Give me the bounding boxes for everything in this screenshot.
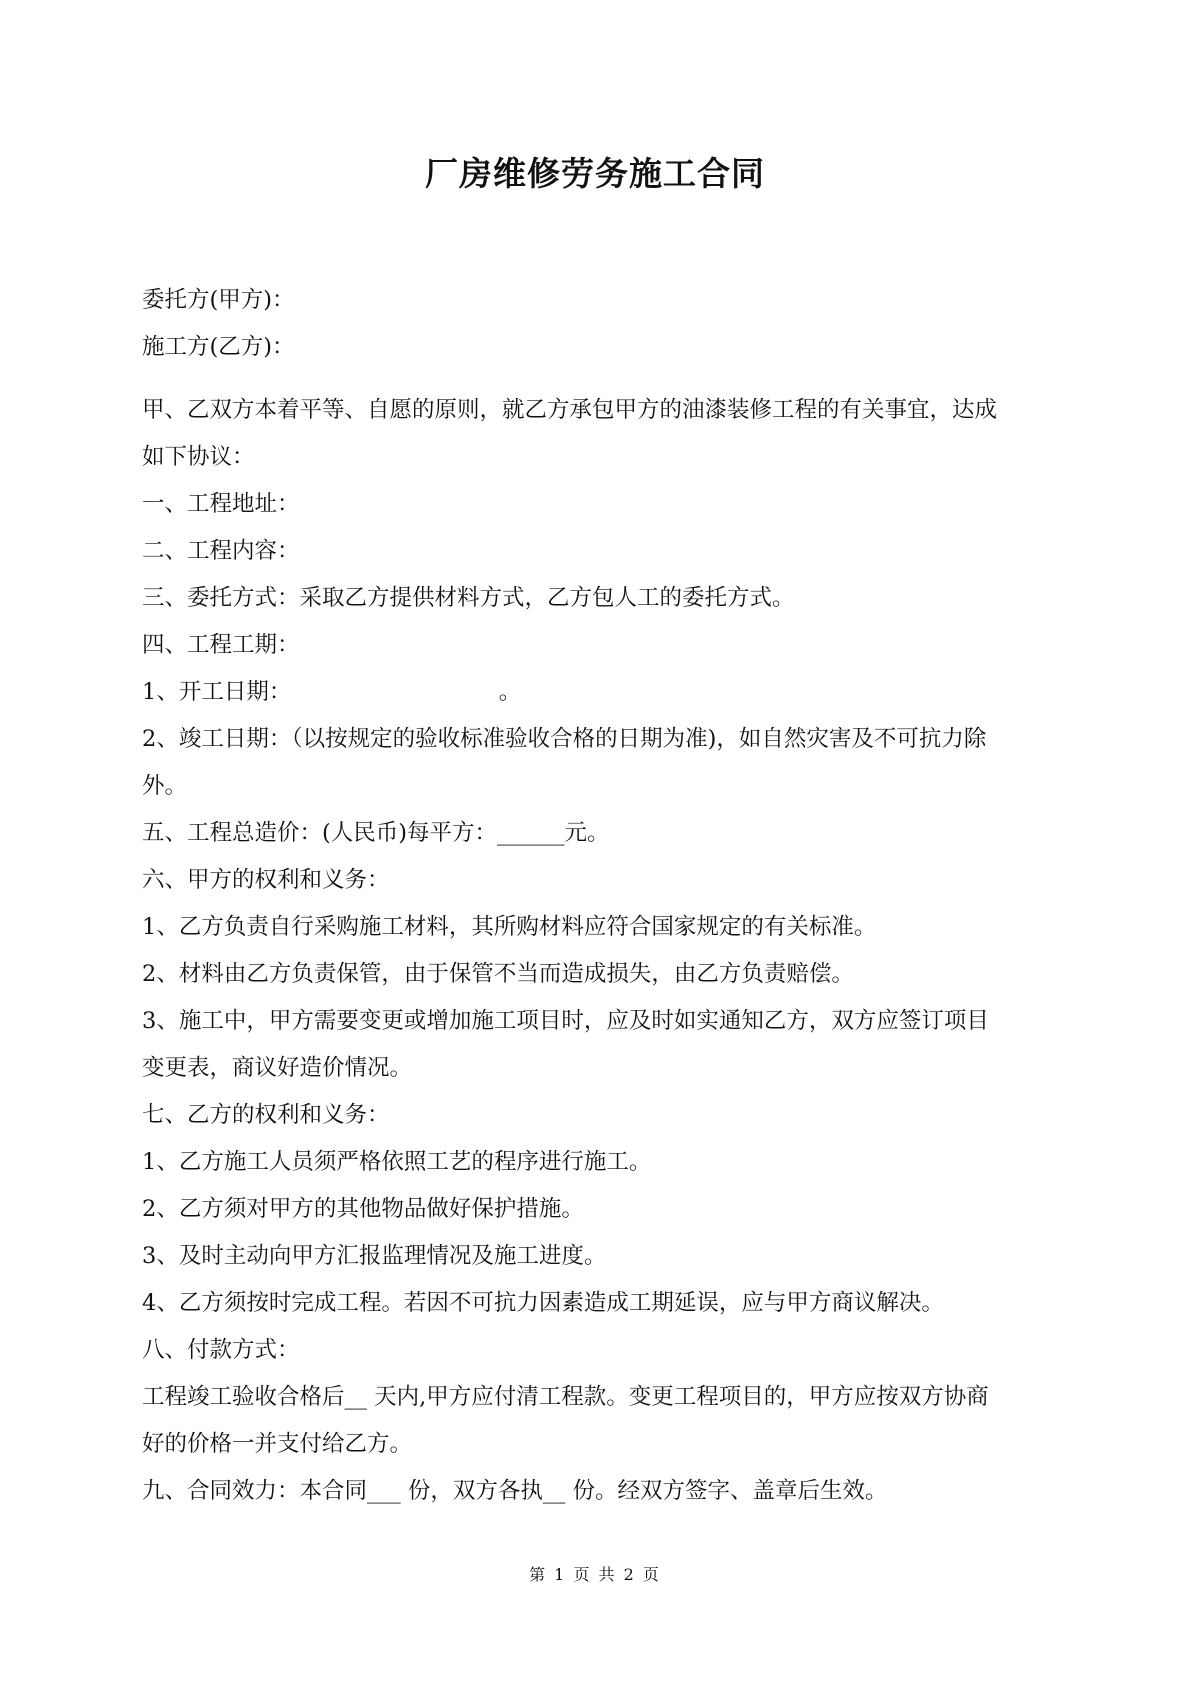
paragraph-line: 1、乙方负责自行采购施工材料，其所购材料应符合国家规定的有关标准。 <box>142 914 877 940</box>
section-heading: 五、工程总造价：(人民币)每平方：______元。 <box>142 820 610 846</box>
paragraph-line: 1、开工日期： 。 <box>142 679 522 705</box>
section-heading: 六、甲方的权利和义务： <box>142 867 390 893</box>
party-b-line: 施工方(乙方)： <box>142 334 295 360</box>
paragraph-line: 2、竣工日期：（以按规定的验收标准验收合格的日期为准)，如自然灾害及不可抗力除 <box>142 726 987 752</box>
section-heading: 二、工程内容： <box>142 538 300 564</box>
section-heading: 九、合同效力：本合同___ 份，双方各执__ 份。经双方签字、盖章后生效。 <box>142 1478 888 1504</box>
contract-body <box>142 387 1060 1515</box>
paragraph-line: 4、乙方须按时完成工程。若因不可抗力因素造成工期延误，应与甲方商议解决。 <box>142 1290 944 1316</box>
paragraph-line: 3、施工中，甲方需要变更或增加施工项目时，应及时如实通知乙方，双方应签订项目 <box>142 1008 989 1034</box>
paragraph-line: 甲、乙双方本着平等、自愿的原则，就乙方承包甲方的油漆装修工程的有关事宜，达成 <box>142 397 998 423</box>
party-a-line: 委托方(甲方)： <box>142 287 295 313</box>
paragraph-line: 1、乙方施工人员须严格依照工艺的程序进行施工。 <box>142 1149 652 1175</box>
paragraph-line: 好的价格一并支付给乙方。 <box>142 1431 413 1457</box>
paragraph-line: 外。 <box>142 773 188 799</box>
section-heading: 三、委托方式：采取乙方提供材料方式，乙方包人工的委托方式。 <box>142 585 795 611</box>
paragraph-line: 3、及时主动向甲方汇报监理情况及施工进度。 <box>142 1243 607 1269</box>
paragraph-line: 变更表，商议好造价情况。 <box>142 1055 413 1081</box>
paragraph-line: 2、乙方须对甲方的其他物品做好保护措施。 <box>142 1196 584 1222</box>
paragraph-line: 2、材料由乙方负责保管，由于保管不当而造成损失，由乙方负责赔偿。 <box>142 961 854 987</box>
page-footer: 第 1 页 共 2 页 <box>529 1565 661 1584</box>
section-heading: 四、工程工期： <box>142 632 300 658</box>
paragraph-line: 如下协议： <box>142 444 255 470</box>
section-heading: 八、付款方式： <box>142 1337 300 1363</box>
paragraph-line: 工程竣工验收合格后__ 天内,甲方应付清工程款。变更工程项目的，甲方应按双方协商 <box>142 1384 989 1410</box>
section-heading: 七、乙方的权利和义务： <box>142 1102 390 1128</box>
section-heading: 一、工程地址： <box>142 491 300 517</box>
document-title: 厂房维修劳务施工合同 <box>425 154 765 193</box>
party-section <box>142 277 1060 371</box>
